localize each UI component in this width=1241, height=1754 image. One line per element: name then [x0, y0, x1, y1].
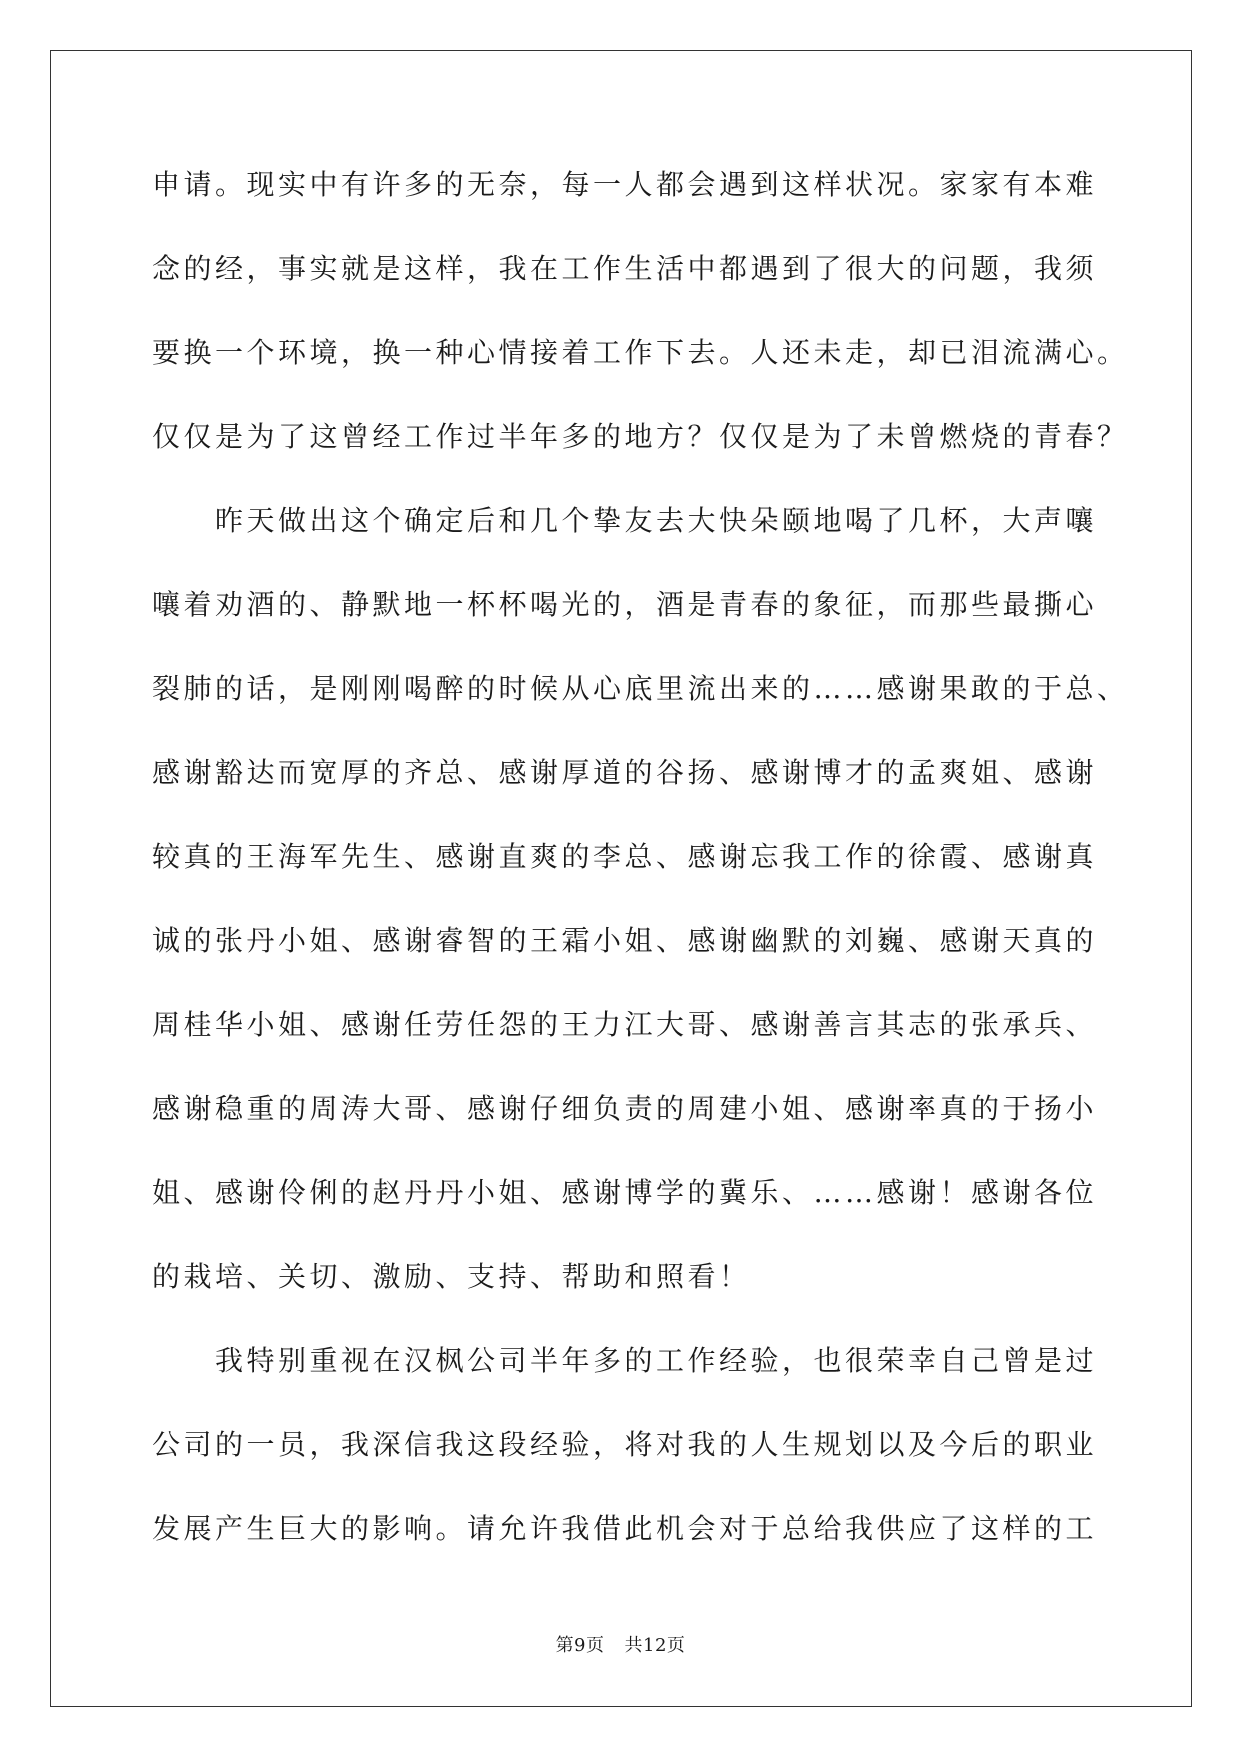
text-line: 要换一个环境，换一种心情接着工作下去。人还未走，却已泪流满心。 [152, 336, 1129, 369]
text-line: 感谢稳重的周涛大哥、感谢仔细负责的周建小姐、感谢率真的于扬小 [152, 1092, 1098, 1125]
text-line: 裂肺的话，是刚刚喝醉的时候从心底里流出来的……感谢果敢的于总、 [152, 672, 1129, 705]
text-line: 周桂华小姐、感谢任劳任怨的王力江大哥、感谢善言其志的张承兵、 [152, 1008, 1098, 1041]
text-line: 公司的一员，我深信我这段经验，将对我的人生规划以及今后的职业 [152, 1428, 1098, 1461]
text-line: 较真的王海军先生、感谢直爽的李总、感谢忘我工作的徐霞、感谢真 [152, 840, 1098, 873]
text-line: 姐、感谢伶俐的赵丹丹小姐、感谢博学的冀乐、……感谢！感谢各位 [152, 1176, 1098, 1209]
text-line: 诚的张丹小姐、感谢睿智的王霜小姐、感谢幽默的刘巍、感谢天真的 [152, 924, 1098, 957]
text-line: 发展产生巨大的影响。请允许我借此机会对于总给我供应了这样的工 [152, 1512, 1098, 1545]
text-line: 的栽培、关切、激励、支持、帮助和照看！ [152, 1260, 751, 1293]
page-footer [0, 1631, 1241, 1657]
text-line: 嚷着劝酒的、静默地一杯杯喝光的，酒是青春的象征，而那些最撕心 [152, 588, 1098, 621]
text-line: 申请。现实中有许多的无奈，每一人都会遇到这样状况。家家有本难 [152, 168, 1098, 201]
text-line: 仅仅是为了这曾经工作过半年多的地方？仅仅是为了未曾燃烧的青春？ [152, 420, 1129, 453]
text-line: 念的经，事实就是这样，我在工作生活中都遇到了很大的问题，我须 [152, 252, 1098, 285]
text-line: 感谢豁达而宽厚的齐总、感谢厚道的谷扬、感谢博才的孟爽姐、感谢 [152, 756, 1098, 789]
page-number: 第9页 [555, 1635, 605, 1656]
document-body [152, 160, 1129, 1588]
text-line: 昨天做出这个确定后和几个挚友去大快朵颐地喝了几杯，大声嚷 [152, 504, 1098, 537]
text-line: 我特别重视在汉枫公司半年多的工作经验，也很荣幸自己曾是过 [152, 1344, 1098, 1377]
total-pages: 共12页 [624, 1635, 686, 1656]
